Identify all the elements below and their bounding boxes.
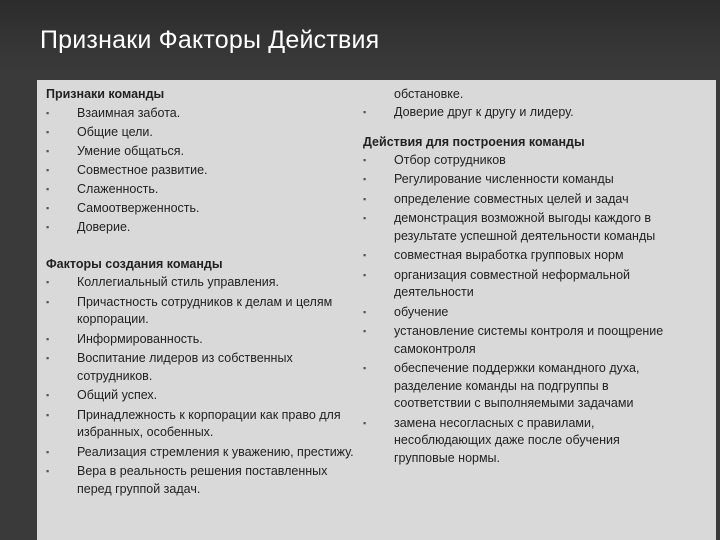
left-column <box>46 85 367 500</box>
bullet-icon: ▪ <box>46 146 50 156</box>
list-item: ▪ определение совместных целей и задач <box>363 191 683 209</box>
actions-heading: Действия для построения команды <box>363 134 585 149</box>
list-item: ▪ Отбор сотрудников <box>363 152 683 170</box>
bullet-icon: ▪ <box>363 250 367 260</box>
list-item: ▪ Доверие. <box>46 218 364 237</box>
list-item: ▪ Совместное развитие. <box>46 161 364 180</box>
bullet-icon: ▪ <box>363 154 367 165</box>
list-item: ▪ Доверие друг к другу и лидеру. <box>363 104 683 122</box>
bullet-icon: ▪ <box>46 466 50 476</box>
bullet-icon: ▪ <box>46 165 50 175</box>
bullet-icon: ▪ <box>363 269 367 280</box>
list-item: ▪ Информированность. <box>46 331 364 349</box>
bullet-icon: ▪ <box>363 306 367 317</box>
slide-title: Признаки Факторы Действия <box>40 26 380 54</box>
top-list <box>363 104 683 122</box>
list-item: ▪ Коллегиальный стиль управления. <box>46 274 364 292</box>
bullet-icon: ▪ <box>363 213 367 223</box>
bullet-icon: ▪ <box>46 333 50 344</box>
list-item: ▪ обучение <box>363 304 683 322</box>
list-item: ▪ Общий успех. <box>46 387 364 405</box>
bullet-icon: ▪ <box>363 107 367 117</box>
bullet-icon: ▪ <box>46 446 50 457</box>
bullet-icon: ▪ <box>46 296 50 307</box>
list-item: ▪ демонстрация возможной выгоды каждого в результате успешной деятельности команды <box>363 211 656 243</box>
actions-list <box>363 152 683 468</box>
bullet-icon: ▪ <box>363 193 367 204</box>
list-item: ▪ установление системы контроля и поощрение самоконтроля <box>363 324 664 356</box>
list-item: ▪ Регулирование численности команды <box>363 171 683 189</box>
bullet-icon: ▪ <box>46 390 50 400</box>
list-item: ▪ совместная выработка групповых норм <box>363 247 683 265</box>
bullet-icon: ▪ <box>46 222 50 232</box>
list-item: ▪ Общие цели. <box>46 123 364 142</box>
list-item: ▪ замена несогласных с правилами, несоблюдающих даже после обучения групповые нормы. <box>363 415 620 465</box>
list-item: ▪ Причастность сотрудников к делам и целям корпорации. <box>46 294 333 326</box>
bullet-icon: ▪ <box>46 277 50 287</box>
list-item: ▪ Взаимная забота. <box>46 104 364 123</box>
list-item: ▪ Воспитание лидеров из собственных сотрудников. <box>46 351 293 383</box>
factors-heading: Факторы создания команды <box>46 257 223 271</box>
bullet-icon: ▪ <box>46 127 50 137</box>
bullet-icon: ▪ <box>363 174 367 184</box>
list-item: ▪ Слаженность. <box>46 180 364 199</box>
list-item: ▪ Умение общаться. <box>46 142 364 161</box>
list-item: ▪ организация совместной неформальной деятельности <box>363 267 630 299</box>
bullet-icon: ▪ <box>363 363 367 373</box>
list-item: ▪ Вера в реальность решения поставленных перед группой задач. <box>46 464 328 496</box>
bullet-icon: ▪ <box>363 417 367 428</box>
bullet-icon: ▪ <box>46 108 50 118</box>
continuation-text: обстановке. <box>394 87 464 101</box>
bullet-icon: ▪ <box>363 326 367 336</box>
factors-list <box>46 274 367 498</box>
list-item: ▪ Самоотверженность. <box>46 199 364 218</box>
list-item: ▪ Принадлежность к корпорации как право для избранных, особенных. <box>46 407 341 439</box>
bullet-icon: ▪ <box>46 353 50 363</box>
list-item: ▪ Реализация стремления к уважению, престижу. <box>46 444 364 462</box>
list-item: ▪ обеспечение поддержки командного духа, разделение команды на подгруппы в соответствии с выполняемыми задачами <box>363 361 640 410</box>
signs-list <box>46 104 367 237</box>
signs-heading: Признаки команды <box>46 87 165 101</box>
bullet-icon: ▪ <box>46 184 50 194</box>
right-column <box>363 85 683 469</box>
bullet-icon: ▪ <box>46 409 50 420</box>
bullet-icon: ▪ <box>46 203 50 213</box>
